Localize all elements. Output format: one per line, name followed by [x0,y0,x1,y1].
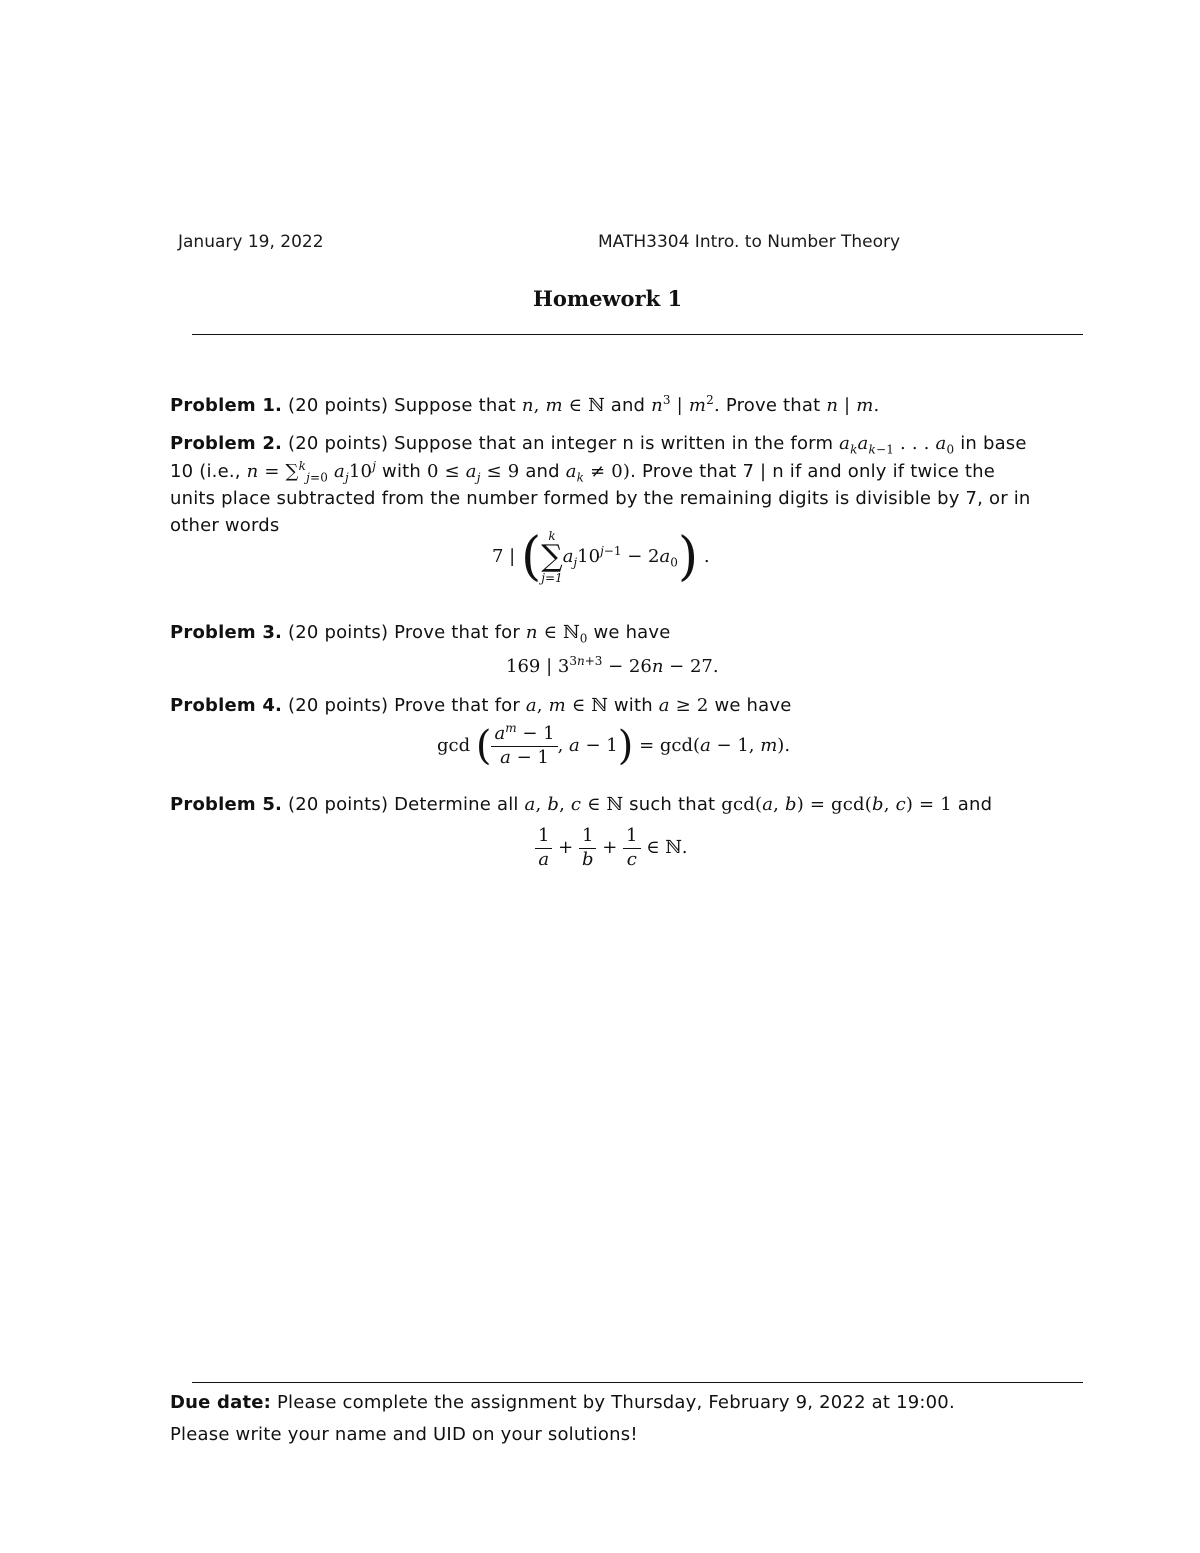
problem-1-lead: Suppose that [394,395,516,416]
problem-2-range: $0 \le a_j \le 9$ [426,461,520,485]
problem-3-display: 169 | $3^{3n+3} - 26n - 27$. [506,654,719,677]
problem-2-display: 7 | ( k ∑ j=1 $a_j10^{j-1} - 2a_0$) . [492,527,710,587]
problem-2-text-1: Suppose that an integer n is written in the form [394,433,834,454]
problem-5-domain: a, b, c ∈ ℕ [524,794,624,815]
problem-5-such-that: such that [629,794,716,815]
problem-4-condition: a ≥ 2 [658,695,709,716]
problem-4 [170,695,792,716]
problem-2-with: with [382,461,422,482]
problem-4-display: gcd ( $\frac{a^m - 1}{a - 1}$ , a − 1) = gcd(a − 1, m). [437,721,791,770]
problem-1 [170,395,879,416]
problem-2-nonzero: $a_k \ne 0$) [565,461,631,485]
problem-4-we-have: we have [714,695,792,716]
problem-1-and: and [610,395,646,416]
problem-1-prove: Prove that [725,395,821,416]
problem-5-and: and [957,794,993,815]
header-date: January 19, 2022 [178,232,324,252]
footer-note: Please write your name and UID on your solutions! [170,1424,638,1445]
problem-3-points: (20 points) [288,622,389,643]
problem-2-digits: $a_ka_{k-1}$ . . . $a_0$ [839,433,955,457]
due-date-label: Due date: [170,1392,272,1413]
problem-2-line-3: units place subtracted from the number formed by the remaining digits is divisible by 7, or in [170,488,1031,509]
problem-3-label: Problem 3. [170,622,283,643]
problem-5-label: Problem 5. [170,794,283,815]
problem-5-points: (20 points) [288,794,389,815]
gcd-label: gcd [437,735,471,757]
footer-rule [192,1382,1083,1383]
problem-4-fraction: $\frac{a^m - 1}{a - 1}$ [491,724,557,768]
title-rule [192,334,1083,335]
problem-2-line-1 [170,433,1027,457]
page-title: Homework 1 [533,286,683,311]
problem-2-line-4: other words [170,515,280,536]
problem-1-points: (20 points) [288,395,389,416]
problem-1-math-c: n | m. [826,395,880,416]
header-course: MATH3304 Intro. to Number Theory [598,232,901,252]
problem-2-line-2 [170,459,996,485]
problem-4-label: Problem 4. [170,695,283,716]
problem-2-points: (20 points) [288,433,389,454]
sum-symbol: k ∑ j=1 [541,529,563,585]
problem-1-math-a: n, m ∈ ℕ [521,395,605,416]
problem-5-display: $\frac{1}{a}$ + $\frac{1}{b}$ + $\frac{1}{c}$ ∈ ℕ. [535,826,687,870]
problem-2-and: and [525,461,560,482]
problem-2-sum-inline: n = ∑$^k_{j=0}$ $a_j10^j$ [246,459,377,485]
problem-3-domain: n ∈ ℕ$_0$ [525,622,588,646]
problem-4-domain: a, m ∈ ℕ [525,695,608,716]
problem-3-text: Prove that for [394,622,520,643]
problem-1-math-b: $n^3$ | $m^2$. [651,393,720,416]
problem-2-in-base: in base [960,433,1027,454]
problem-3-display-lead: 169 | 3 [506,656,570,677]
problem-1-label: Problem 1. [170,395,283,416]
problem-4-text: Prove that for [394,695,520,716]
problem-5 [170,794,992,815]
problem-5-text: Determine all [394,794,519,815]
problem-5-gcd: gcd(a, b) = gcd(b, c) = 1 [721,794,952,815]
problem-3-we-have: we have [593,622,671,643]
problem-4-with: with [613,695,653,716]
due-date-text: Please complete the assignment by Thursday, February 9, 2022 at 19:00. [277,1392,955,1413]
problem-4-points: (20 points) [288,695,389,716]
due-date [170,1392,955,1413]
problem-3 [170,622,671,646]
problem-2-label: Problem 2. [170,433,283,454]
problem-2-text-3: . Prove that 7 | n if and only if twice the [630,461,996,482]
problem-2-text-2: 10 (i.e., [170,461,241,482]
